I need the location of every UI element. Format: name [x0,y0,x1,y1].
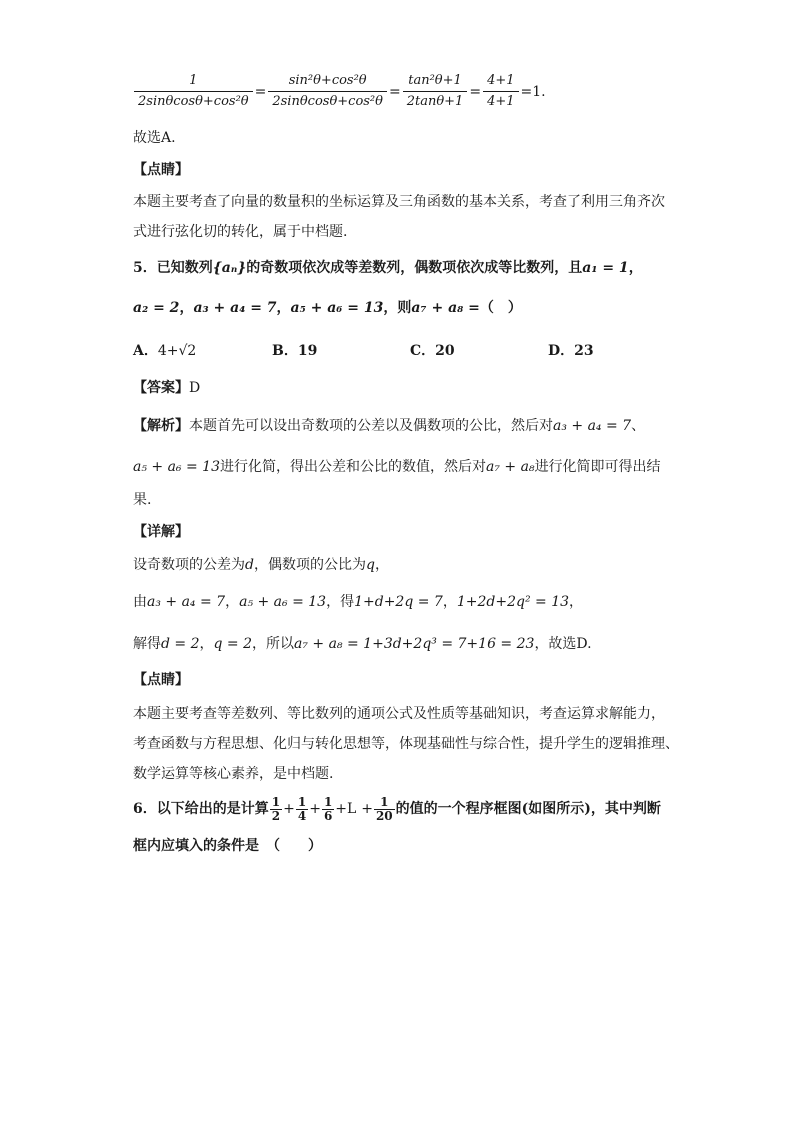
term-denominator: 4 [297,808,307,823]
term-numerator: 1 [374,796,395,810]
fraction-3 [403,71,468,112]
option-a-value: 4+√2 [157,343,197,359]
fraction-2-denominator: 2sinθcosθ+cos²θ [272,94,383,109]
detail-text: 设奇数项的公差为 [133,557,245,573]
fraction-4-numerator: 4+1 [483,71,518,92]
q6-term-2 [296,796,308,823]
q5-analysis-line1 [133,416,673,436]
analysis-math: a₅ + a₆ = 13 [133,459,220,475]
q5-condition: a₁ = 1 [582,260,629,276]
q5-stem-text: ，则 [383,300,412,316]
q6-term-1 [270,796,282,823]
analysis-text: 本题首先可以设出奇数项的公差以及偶数项的公比，然后对 [189,418,553,434]
q5-stem-line1 [133,258,673,278]
q6-term-3 [322,796,334,823]
plus-sign: + [309,801,321,817]
q5-condition: a₂ = 2 [133,300,180,316]
answer-label: 【答案】 [133,380,189,396]
detail-math: 1+d+2q = 7 [354,594,443,610]
q5-option-c: C．20 [410,343,455,359]
dianjing-q5-line1: 本题主要考查等差数列、等比数列的通项公式及性质等基础知识，考查运算求解能力， [133,706,665,722]
q5-option-d: D．23 [548,343,594,359]
q5-detail-line3 [133,634,673,654]
dianjing-q4-line2: 式进行弦化切的转化，属于中档题. [133,224,348,240]
equation-result: =1. [520,83,546,100]
q6-stem-line2: 框内应填入的条件是 （ ） [133,838,322,854]
detail-text: ， [569,594,584,610]
equals-sign: = [469,83,482,100]
plus-sign: + [335,801,348,817]
q5-blank: （ ） [479,300,522,316]
q5-stem-text: ， [628,260,643,276]
detail-text: ， [199,636,214,652]
plus-sign: + [283,801,295,817]
detail-math: q = 2 [213,636,252,652]
dianjing-q4-line1: 本题主要考查了向量的数量积的坐标运算及三角函数的基本关系，考查了利用三角齐次 [133,194,665,210]
q5-detail-line2 [133,592,673,612]
analysis-math: a₃ + a₄ = 7 [553,418,632,434]
detail-text: ， [442,594,457,610]
fraction-2 [268,71,387,112]
detail-text: 由 [133,594,147,610]
term-numerator: 1 [323,794,333,809]
q5-stem-text: ， [179,300,194,316]
q5-detail-label: 【详解】 [133,524,189,540]
analysis-label: 【解析】 [133,418,189,434]
q5-sequence: {aₙ} [212,260,247,276]
detail-text: ，所以 [252,636,294,652]
detail-math: d [245,557,254,573]
q5-condition: a₃ + a₄ = 7 [193,300,277,316]
detail-text: ， [374,557,389,573]
q5-condition: a₅ + a₆ = 13 [290,300,384,316]
detail-math: d = 2 [161,636,200,652]
analysis-math: a₇ + a₈ [486,459,535,475]
q5-detail-line1 [133,555,673,575]
detail-math: a₅ + a₆ = 13 [239,594,327,610]
detail-text: ， [225,594,240,610]
term-numerator: 1 [271,794,281,809]
analysis-text: 、 [631,418,646,434]
q5-stem-line2 [133,298,673,318]
q5-stem-text: 的奇数项依次成等差数列，偶数项依次成等比数列，且 [246,260,583,276]
analysis-text: 进行化简即可得出结 [534,459,661,475]
q5-target: a₇ + a₈ = [411,300,480,316]
term-denominator: 20 [375,808,393,823]
fraction-3-numerator: tan²θ+1 [403,71,468,92]
q5-stem-text: 5．已知数列 [133,260,213,276]
detail-text: 解得 [133,636,161,652]
term-denominator: 6 [323,808,333,823]
detail-text: ，偶数项的公比为 [253,557,366,573]
dianjing-q5-line2: 考查函数与方程思想、化归与转化思想等，体现基础性与综合性，提升学生的逻辑推理、 [133,736,679,752]
fraction-1 [134,71,253,112]
fraction-4 [483,71,518,112]
dianjing-label-q4: 【点睛】 [133,162,189,178]
detail-math: a₇ + a₈ = 1+3d+2q³ = 7+16 = 23 [294,636,535,652]
q6-stem-line1 [133,790,673,828]
q5-analysis-line2 [133,457,673,477]
detail-text: ，得 [326,594,355,610]
q6-stem-text: 的值的一个程序框图(如图所示)，其中判断 [395,801,661,817]
q5-option-b: B．19 [272,343,318,359]
detail-math: a₃ + a₄ = 7 [147,594,226,610]
answer-value: D [189,380,201,396]
detail-text: ，故选D. [534,636,592,652]
q6-term-4 [374,796,395,823]
term-numerator: 1 [297,794,307,809]
analysis-text: 进行化简，得出公差和公比的数值，然后对 [220,459,486,475]
q5-stem-text: ， [276,300,291,316]
equals-sign: = [254,83,267,100]
detail-math: q [365,557,375,573]
term-denominator: 2 [271,808,281,823]
dianjing-label-q5: 【点睛】 [133,672,189,688]
q5-option-a [133,340,196,360]
fraction-3-denominator: 2tanθ+1 [406,94,464,109]
fraction-2-numerator: sin²θ+cos²θ [268,71,387,92]
fraction-4-denominator: 4+1 [487,94,515,109]
equation-row [133,71,693,119]
dianjing-q5-line3: 数学运算等核心素养，是中档题. [133,766,334,782]
q6-stem-text: 6．以下给出的是计算 [133,801,269,817]
equals-sign: = [388,83,401,100]
q5-analysis-line3: 果. [133,492,152,508]
ellipsis: L [347,801,357,817]
option-a-label: A． [133,343,158,359]
plus-sign: + [361,801,373,817]
fraction-1-denominator: 2sinθcosθ+cos²θ [138,94,249,109]
detail-math: 1+2d+2q² = 13 [456,594,570,610]
answer-line-q4: 故选A. [133,130,176,146]
q5-answer [133,378,673,398]
fraction-1-numerator: 1 [134,71,253,92]
